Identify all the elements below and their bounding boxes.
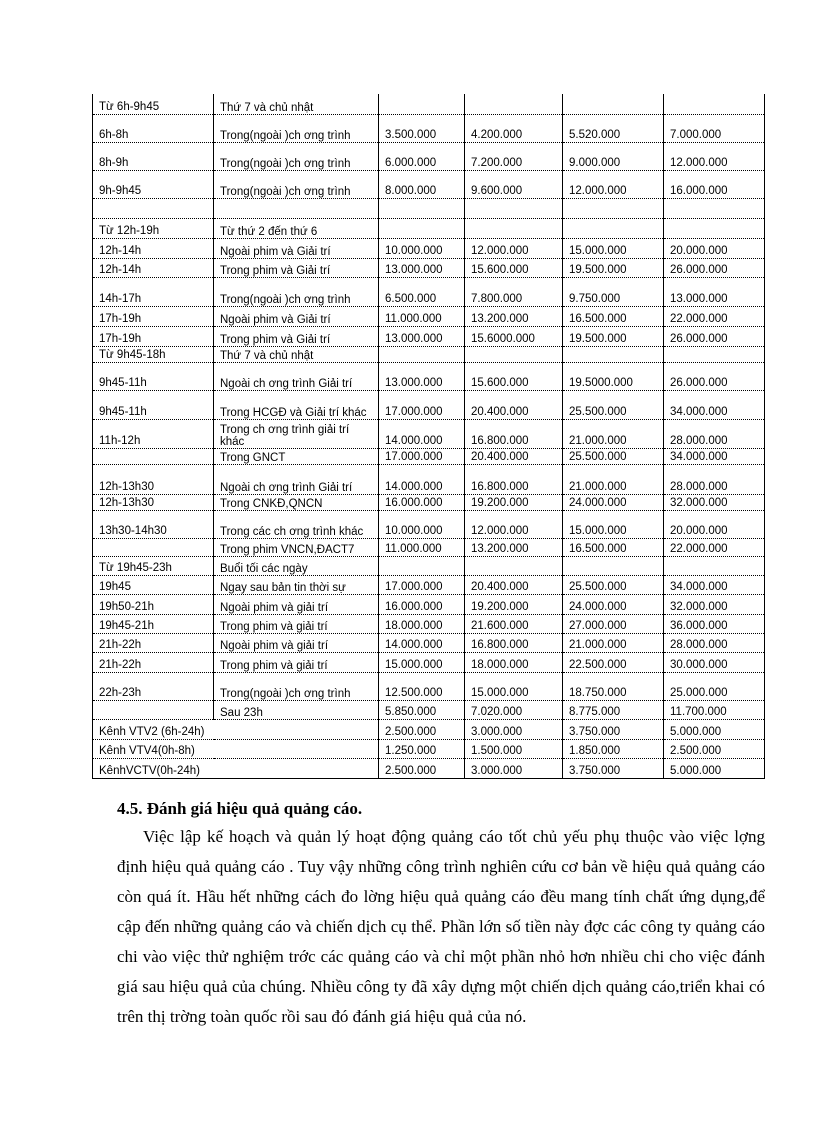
- description-cell: Ngoài ch ơng trình Giải trí: [214, 362, 379, 390]
- price-cell: [465, 218, 563, 238]
- price-cell: [379, 94, 465, 114]
- price-cell: [465, 198, 563, 218]
- price-cell: 19.200.000: [465, 494, 563, 510]
- section-paragraph: Việc lập kế hoạch và quản lý hoạt động quảng cáo tốt chủ yếu phụ thuộc vào việc lợng định hiệu quả quảng cáo . Tuy vậy những công trình nghiên cứu cơ bản về hiệu quả quảng cáo còn quá ít. Hầu hết những cách đo lờng hiệu quả quảng cáo đều mang tính chất ứng dụng,để cập đến những quảng cáo và chiến dịch cụ thể. Phần lớn số tiền này đợc các công ty quảng cáo chi vào việc thử nghiệm trớc các quảng cáo và chỉ một phần nhỏ hơn nhiều chi cho việc đánh giá sau hiệu quả của chúng. Nhiều công ty đã xây dựng một chiến dịch quảng cáo,triển khai có trên thị trờng toàn quốc rồi sau đó đánh giá hiệu quả của nó.: [117, 827, 765, 1026]
- price-cell: 21.600.000: [465, 614, 563, 633]
- table-row: [93, 218, 765, 238]
- price-cell: [664, 94, 765, 114]
- description-cell: Trong(ngoài )ch ơng trình: [214, 672, 379, 700]
- price-cell: 12.500.000: [379, 672, 465, 700]
- time-cell: [93, 198, 214, 218]
- description-cell: Thứ 7 và chủ nhật: [214, 346, 379, 362]
- price-cell: 20.400.000: [465, 448, 563, 464]
- description-cell: Trong ch ơng trình giải trí khác: [214, 419, 379, 448]
- table-row: [93, 198, 765, 218]
- price-cell: [379, 556, 465, 575]
- price-cell: 20.000.000: [664, 510, 765, 538]
- table-row: [93, 575, 765, 594]
- price-cell: 1.250.000: [379, 739, 465, 758]
- price-cell: [465, 94, 563, 114]
- table-row: [93, 346, 765, 362]
- price-cell: 11.000.000: [379, 538, 465, 556]
- table-row: [93, 277, 765, 306]
- time-cell: 12h-14h: [93, 258, 214, 277]
- price-cell: 26.000.000: [664, 326, 765, 346]
- time-cell: Từ 6h-9h45: [93, 94, 214, 114]
- table-row: [93, 94, 765, 114]
- price-cell: [664, 218, 765, 238]
- time-cell: 17h-19h: [93, 326, 214, 346]
- table-row: [93, 142, 765, 170]
- table-row: [93, 510, 765, 538]
- price-cell: 16.800.000: [465, 633, 563, 652]
- price-cell: 10.000.000: [379, 238, 465, 258]
- price-cell: 5.850.000: [379, 700, 465, 719]
- price-cell: [563, 198, 664, 218]
- price-cell: 9.750.000: [563, 277, 664, 306]
- price-cell: 4.200.000: [465, 114, 563, 142]
- time-cell: [93, 700, 214, 719]
- price-cell: 3.750.000: [563, 719, 664, 739]
- price-cell: 22.000.000: [664, 306, 765, 326]
- price-cell: 16.000.000: [379, 594, 465, 614]
- price-cell: 9.600.000: [465, 170, 563, 198]
- price-cell: 30.000.000: [664, 652, 765, 672]
- time-cell: 17h-19h: [93, 306, 214, 326]
- time-cell: 12h-13h30: [93, 464, 214, 494]
- price-cell: 12.000.000: [563, 170, 664, 198]
- price-cell: [379, 346, 465, 362]
- price-cell: 17.000.000: [379, 390, 465, 419]
- price-cell: 15.600.000: [465, 362, 563, 390]
- description-cell: Từ thứ 2 đến thứ 6: [214, 218, 379, 238]
- price-cell: 7.800.000: [465, 277, 563, 306]
- table-row: [93, 700, 765, 719]
- price-cell: 20.400.000: [465, 575, 563, 594]
- price-cell: 25.000.000: [664, 672, 765, 700]
- price-cell: 15.6000.000: [465, 326, 563, 346]
- price-cell: 18.750.000: [563, 672, 664, 700]
- table-row: [93, 758, 765, 778]
- time-cell: Kênh VTV4(0h-8h): [93, 739, 379, 758]
- table-row: [93, 362, 765, 390]
- price-cell: 5.000.000: [664, 758, 765, 778]
- price-cell: [379, 218, 465, 238]
- price-cell: 14.000.000: [379, 464, 465, 494]
- price-cell: 3.750.000: [563, 758, 664, 778]
- price-cell: 13.000.000: [664, 277, 765, 306]
- section-heading: 4.5. Đánh giá hiệu quả quảng cáo.: [117, 799, 363, 818]
- table-row: [93, 448, 765, 464]
- table-row: [93, 464, 765, 494]
- description-cell: Trong phim và Giải trí: [214, 326, 379, 346]
- time-cell: [93, 538, 214, 556]
- description-cell: Ngoài phim và giải trí: [214, 594, 379, 614]
- price-cell: 9.000.000: [563, 142, 664, 170]
- price-cell: 11.000.000: [379, 306, 465, 326]
- time-cell: 11h-12h: [93, 419, 214, 448]
- time-cell: Kênh VTV2 (6h-24h): [93, 719, 379, 739]
- description-cell: [214, 198, 379, 218]
- price-cell: 34.000.000: [664, 390, 765, 419]
- price-cell: 2.500.000: [379, 758, 465, 778]
- table-row: [93, 652, 765, 672]
- price-cell: 25.500.000: [563, 390, 664, 419]
- price-cell: [465, 346, 563, 362]
- time-cell: KênhVCTV(0h-24h): [93, 758, 379, 778]
- price-cell: 28.000.000: [664, 419, 765, 448]
- price-cell: 1.500.000: [465, 739, 563, 758]
- advertising-rate-table: [92, 94, 765, 779]
- price-cell: [563, 218, 664, 238]
- price-cell: [664, 556, 765, 575]
- price-cell: [563, 94, 664, 114]
- price-cell: 17.000.000: [379, 448, 465, 464]
- price-cell: 19.200.000: [465, 594, 563, 614]
- price-cell: 15.000.000: [563, 510, 664, 538]
- description-cell: Trong các ch ơng trình khác: [214, 510, 379, 538]
- time-cell: Từ 12h-19h: [93, 218, 214, 238]
- price-cell: 3.000.000: [465, 758, 563, 778]
- price-cell: [664, 198, 765, 218]
- price-cell: 3.000.000: [465, 719, 563, 739]
- price-cell: 5.520.000: [563, 114, 664, 142]
- description-cell: Trong(ngoài )ch ơng trình: [214, 142, 379, 170]
- price-cell: 15.000.000: [379, 652, 465, 672]
- time-cell: 6h-8h: [93, 114, 214, 142]
- time-cell: 19h45: [93, 575, 214, 594]
- price-cell: 13.200.000: [465, 538, 563, 556]
- price-cell: 22.500.000: [563, 652, 664, 672]
- time-cell: 21h-22h: [93, 652, 214, 672]
- description-cell: Trong phim VNCN,ĐACT7: [214, 538, 379, 556]
- price-cell: 19.5000.000: [563, 362, 664, 390]
- price-cell: 26.000.000: [664, 362, 765, 390]
- price-cell: 14.000.000: [379, 419, 465, 448]
- price-cell: 16.800.000: [465, 464, 563, 494]
- table-row: [93, 238, 765, 258]
- price-cell: 28.000.000: [664, 633, 765, 652]
- time-cell: 12h-13h30: [93, 494, 214, 510]
- price-cell: 15.600.000: [465, 258, 563, 277]
- description-cell: Ngoài phim và giải trí: [214, 633, 379, 652]
- price-cell: 20.400.000: [465, 390, 563, 419]
- price-cell: 13.200.000: [465, 306, 563, 326]
- price-cell: 16.000.000: [379, 494, 465, 510]
- price-cell: 12.000.000: [465, 238, 563, 258]
- price-cell: 24.000.000: [563, 494, 664, 510]
- table-row: [93, 114, 765, 142]
- price-cell: 21.000.000: [563, 633, 664, 652]
- price-cell: 7.020.000: [465, 700, 563, 719]
- price-cell: 16.500.000: [563, 538, 664, 556]
- time-cell: 21h-22h: [93, 633, 214, 652]
- table-row: [93, 494, 765, 510]
- price-cell: 14.000.000: [379, 633, 465, 652]
- price-cell: 21.000.000: [563, 464, 664, 494]
- table-row: [93, 326, 765, 346]
- description-cell: Sau 23h: [214, 700, 379, 719]
- time-cell: 9h45-11h: [93, 390, 214, 419]
- time-cell: [93, 448, 214, 464]
- price-cell: 18.000.000: [465, 652, 563, 672]
- description-cell: Trong(ngoài )ch ơng trình: [214, 277, 379, 306]
- price-cell: 25.500.000: [563, 575, 664, 594]
- price-cell: 20.000.000: [664, 238, 765, 258]
- time-cell: 9h-9h45: [93, 170, 214, 198]
- description-cell: Trong(ngoài )ch ơng trình: [214, 170, 379, 198]
- table-row: [93, 614, 765, 633]
- time-cell: 19h50-21h: [93, 594, 214, 614]
- price-cell: 7.000.000: [664, 114, 765, 142]
- price-cell: 5.000.000: [664, 719, 765, 739]
- price-cell: [563, 346, 664, 362]
- price-cell: 8.775.000: [563, 700, 664, 719]
- price-cell: 21.000.000: [563, 419, 664, 448]
- description-cell: Buổi tối các ngày: [214, 556, 379, 575]
- price-cell: 10.000.000: [379, 510, 465, 538]
- description-cell: Trong GNCT: [214, 448, 379, 464]
- description-cell: Trong CNKĐ,QNCN: [214, 494, 379, 510]
- description-cell: Thứ 7 và chủ nhật: [214, 94, 379, 114]
- price-cell: 27.000.000: [563, 614, 664, 633]
- time-cell: Từ 9h45-18h: [93, 346, 214, 362]
- time-cell: 13h30-14h30: [93, 510, 214, 538]
- description-cell: Ngoài phim và Giải trí: [214, 238, 379, 258]
- price-cell: 3.500.000: [379, 114, 465, 142]
- time-cell: 9h45-11h: [93, 362, 214, 390]
- price-cell: 6.000.000: [379, 142, 465, 170]
- price-cell: 13.000.000: [379, 362, 465, 390]
- price-cell: 12.000.000: [465, 510, 563, 538]
- price-cell: 13.000.000: [379, 326, 465, 346]
- description-cell: Ngoài phim và Giải trí: [214, 306, 379, 326]
- table-row: [93, 538, 765, 556]
- description-cell: Trong phim và giải trí: [214, 652, 379, 672]
- description-cell: Trong(ngoài )ch ơng trình: [214, 114, 379, 142]
- price-cell: 8.000.000: [379, 170, 465, 198]
- time-cell: Từ 19h45-23h: [93, 556, 214, 575]
- price-cell: 19.500.000: [563, 258, 664, 277]
- table-row: [93, 419, 765, 448]
- table-row: [93, 306, 765, 326]
- table-row: [93, 556, 765, 575]
- price-cell: 17.000.000: [379, 575, 465, 594]
- price-cell: 16.500.000: [563, 306, 664, 326]
- table-row: [93, 719, 765, 739]
- price-cell: 19.500.000: [563, 326, 664, 346]
- price-cell: 16.800.000: [465, 419, 563, 448]
- price-cell: 34.000.000: [664, 575, 765, 594]
- description-cell: Trong HCGĐ và Giải trí khác: [214, 390, 379, 419]
- description-cell: Ngay sau bản tin thời sự: [214, 575, 379, 594]
- price-cell: 16.000.000: [664, 170, 765, 198]
- price-cell: [563, 556, 664, 575]
- price-cell: 1.850.000: [563, 739, 664, 758]
- price-cell: 13.000.000: [379, 258, 465, 277]
- table-row: [93, 390, 765, 419]
- table-row: [93, 258, 765, 277]
- price-cell: 15.000.000: [563, 238, 664, 258]
- price-cell: 25.500.000: [563, 448, 664, 464]
- price-cell: 36.000.000: [664, 614, 765, 633]
- price-cell: 2.500.000: [379, 719, 465, 739]
- price-cell: [664, 346, 765, 362]
- price-cell: 32.000.000: [664, 594, 765, 614]
- price-cell: 12.000.000: [664, 142, 765, 170]
- time-cell: 12h-14h: [93, 238, 214, 258]
- price-cell: 22.000.000: [664, 538, 765, 556]
- time-cell: 19h45-21h: [93, 614, 214, 633]
- price-cell: 26.000.000: [664, 258, 765, 277]
- price-cell: 2.500.000: [664, 739, 765, 758]
- description-cell: Trong phim và giải trí: [214, 614, 379, 633]
- description-cell: Ngoài ch ơng trình Giải trí: [214, 464, 379, 494]
- rate-table-body: [93, 94, 765, 778]
- price-cell: [379, 198, 465, 218]
- table-row: [93, 594, 765, 614]
- price-cell: 28.000.000: [664, 464, 765, 494]
- table-row: [93, 739, 765, 758]
- table-row: [93, 672, 765, 700]
- price-cell: 7.200.000: [465, 142, 563, 170]
- price-cell: [465, 556, 563, 575]
- table-row: [93, 633, 765, 652]
- description-cell: Trong phim và Giải trí: [214, 258, 379, 277]
- price-cell: 32.000.000: [664, 494, 765, 510]
- table-row: [93, 170, 765, 198]
- price-cell: 24.000.000: [563, 594, 664, 614]
- price-cell: 6.500.000: [379, 277, 465, 306]
- price-cell: 18.000.000: [379, 614, 465, 633]
- price-cell: 34.000.000: [664, 448, 765, 464]
- time-cell: 22h-23h: [93, 672, 214, 700]
- price-cell: 11.700.000: [664, 700, 765, 719]
- time-cell: 8h-9h: [93, 142, 214, 170]
- price-cell: 15.000.000: [465, 672, 563, 700]
- time-cell: 14h-17h: [93, 277, 214, 306]
